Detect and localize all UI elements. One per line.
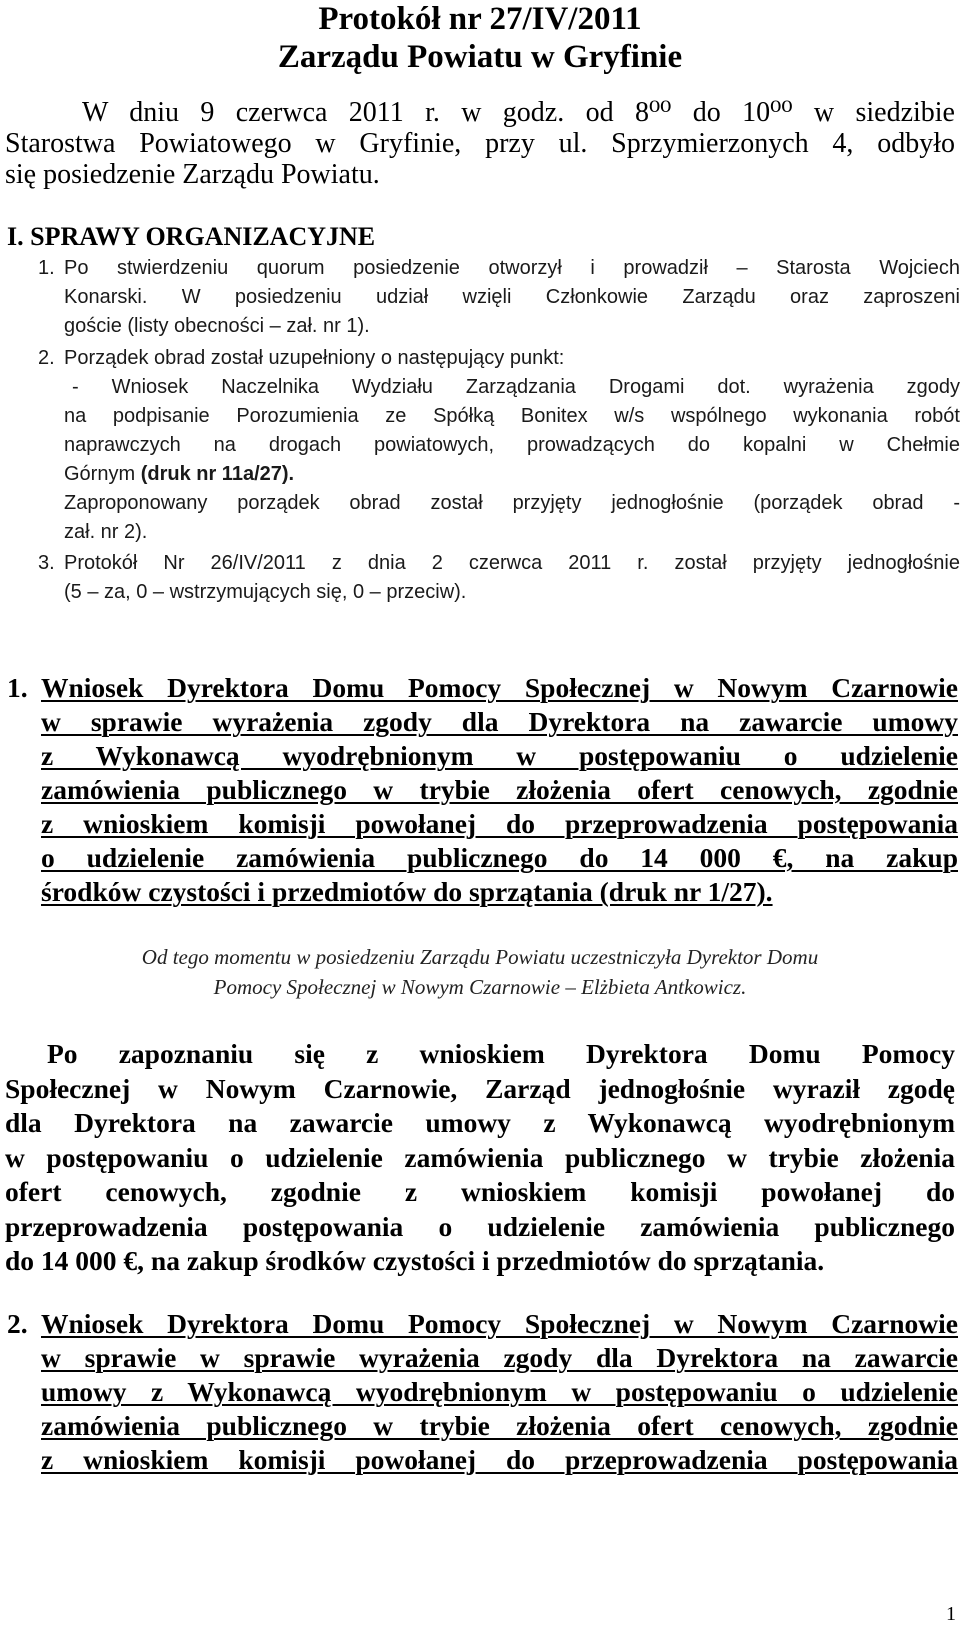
section-heading: I. SPRAWY ORGANIZACYJNE	[7, 222, 376, 251]
intro-line: się posiedzenie Zarządu Powiatu.	[5, 159, 380, 190]
motion-line: w sprawie wyrażenia zgody dla Dyrektora na zawarcie umowy	[41, 706, 958, 737]
item-line: goście (listy obecności – zał. nr 1).	[64, 315, 370, 337]
item-number: 1.	[38, 257, 55, 279]
decision-line: ofert cenowych, zgodnie z wnioskiem komisji powołanej do	[5, 1176, 955, 1207]
motion-line: umowy z Wykonawcą wyodrębnionym w postępowaniu o udzielenie	[41, 1376, 958, 1407]
motion-line: z wnioskiem komisji powołanej do przeprowadzenia postępowania	[41, 1444, 958, 1475]
board-decision	[5, 1037, 955, 1279]
decision-line: dla Dyrektora na zawarcie umowy z Wykonawcą wyodrębnionym	[5, 1107, 955, 1138]
druk-reference: (druk nr 11a/27).	[140, 463, 295, 485]
motion-line: z Wykonawcą wyodrębnionym w postępowaniu o udzielenie	[41, 740, 958, 771]
motion-line: Wniosek Dyrektora Domu Pomocy Społecznej w Nowym Czarnowie	[41, 672, 958, 703]
item-line: zał. nr 2).	[64, 521, 148, 543]
item-line: Zaproponowany porządek obrad został przyjęty jednogłośnie (porządek obrad -	[64, 492, 960, 514]
motion-1	[7, 671, 958, 909]
motion-number: 1.	[7, 672, 28, 703]
decision-line: w postępowaniu o udzielenie zamówienia publicznego w trybie złożenia	[5, 1141, 955, 1173]
motion-line: w sprawie w sprawie wyrażenia zgody dla Dyrektora na zawarcie	[41, 1342, 958, 1373]
attendance-note	[0, 942, 960, 1002]
page-number: 1	[946, 1603, 956, 1625]
item-line: naprawczych na drogach powiatowych, prowadzących do kopalni w Chełmie	[64, 434, 960, 456]
decision-line: do 14 000 €, na zakup środków czystości i przedmiotów do sprzątania.	[5, 1245, 825, 1276]
item-line: - Wniosek Naczelnika Wydziału Zarządzania Drogami dot. wyrażenia zgody	[72, 376, 960, 398]
item-line: na podpisanie Porozumienia ze Spółką Bonitex w/s wspólnego wykonania robót	[64, 405, 960, 427]
motion-line: środków czystości i przedmiotów do sprzątania (druk nr 1/27).	[41, 876, 773, 907]
item-number: 3.	[38, 552, 55, 574]
motion-line: o udzielenie zamówienia publicznego do 14 000 €, na zakup	[41, 842, 958, 873]
item-line: Po stwierdzeniu quorum posiedzenie otworzył i prowadził – Starosta Wojciech	[64, 257, 960, 279]
item-line: (5 – za, 0 – wstrzymujących się, 0 – przeciw).	[64, 581, 467, 603]
motion-2	[7, 1307, 958, 1477]
agenda-item-2	[38, 344, 960, 547]
item-number: 2.	[38, 347, 55, 369]
note-line: Od tego momentu w posiedzeniu Zarządu Powiatu uczestniczyła Dyrektor Domu	[141, 945, 819, 969]
motion-line: zamówienia publicznego w trybie złożenia ofert cenowych, zgodnie	[41, 774, 958, 805]
intro-line: W dniu 9 czerwca 2011 r. w godz. od 8⁰⁰ do 10⁰⁰ w siedzibie	[82, 97, 955, 128]
motion-line: Wniosek Dyrektora Domu Pomocy Społecznej w Nowym Czarnowie	[41, 1308, 958, 1339]
agenda-item-1	[38, 254, 960, 341]
item-line: Konarski. W posiedzeniu udział wzięli Członkowie Zarządu oraz zaproszeni	[64, 286, 960, 308]
motion-number: 2.	[7, 1308, 28, 1339]
note-line: Pomocy Społecznej w Nowym Czarnowie – Elżbieta Antkowicz.	[213, 975, 747, 999]
intro-paragraph	[5, 97, 955, 190]
decision-line: przeprowadzenia postępowania o udzielenie zamówienia publicznego	[5, 1210, 955, 1242]
intro-line: Starostwa Powiatowego w Gryfinie, przy ul. Sprzymierzonych 4, odbyło	[5, 128, 955, 159]
decision-line: Po zapoznaniu się z wnioskiem Dyrektora Domu Pomocy	[47, 1038, 955, 1069]
motion-line: z wnioskiem komisji powołanej do przeprowadzenia postępowania	[41, 808, 958, 839]
decision-line: Społecznej w Nowym Czarnowie, Zarząd jednogłośnie wyraził zgodę	[5, 1072, 955, 1104]
document-title-line1: Protokół nr 27/IV/2011	[318, 1, 642, 37]
document-title-line2: Zarządu Powiatu w Gryfinie	[277, 39, 683, 75]
agenda-item-3	[38, 549, 960, 607]
item-line: Porządek obrad został uzupełniony o następujący punkt:	[64, 347, 565, 369]
motion-line: zamówienia publicznego w trybie złożenia ofert cenowych, zgodnie	[41, 1410, 958, 1441]
item-line: Protokół Nr 26/IV/2011 z dnia 2 czerwca 2011 r. został przyjęty jednogłośnie	[64, 552, 960, 574]
item-line: Górnym	[64, 463, 141, 485]
